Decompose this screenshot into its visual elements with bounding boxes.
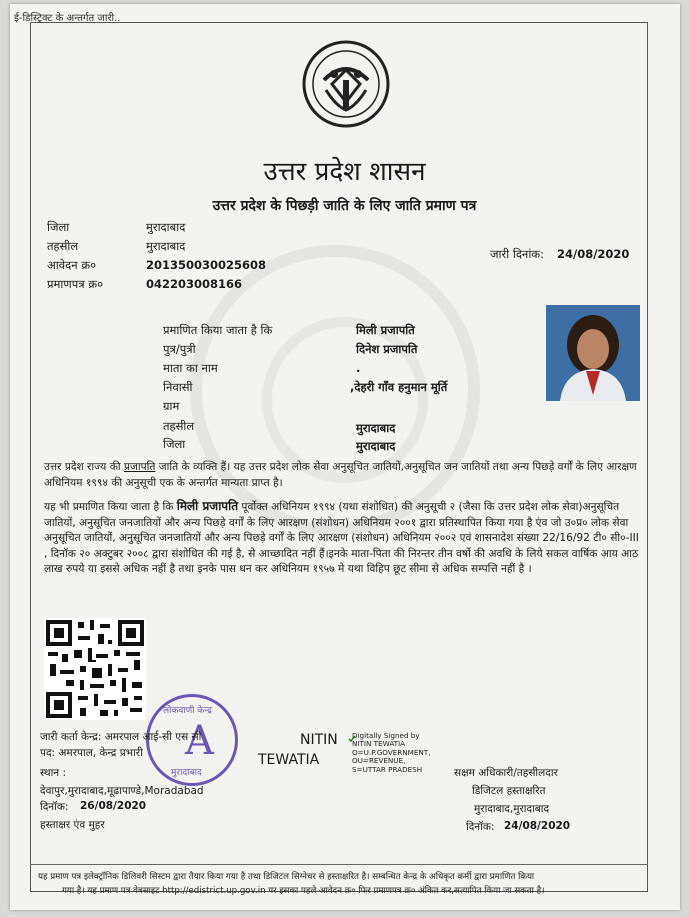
paragraph-1: उत्तर प्रदेश राज्य की प्रजापति जाति के व्यक्ति हैं। यह उत्तर प्रदेश लोक सेवा अनुसूचित जातियों,अनुसूचित जन जातियों तथा अन्य पिछड़े वर्गों के लिए आरक्षण अधिनियम १९९४ की अनुसूची एक के अन्तर्गत मान्यता प्राप्त है।: [44, 461, 637, 489]
issuer-place: देवापुर,मुरादाबाद,मूढापाण्डे,Moradabad: [40, 785, 204, 797]
qr-code-icon: [44, 618, 146, 720]
tehsil-value: मुरादाबाद: [146, 239, 186, 253]
certify-label: प्रमाणित किया जाता है कि: [163, 323, 273, 337]
header-note: ई-डिस्ट्रिक्ट के अन्तर्गत जारी..: [14, 13, 121, 24]
issuer-place-label: स्थान :: [40, 767, 67, 779]
footer-divider: [30, 864, 648, 865]
district-label: जिला: [47, 220, 70, 234]
certificate-number: 042203008166: [146, 277, 243, 291]
tehsil-label: तहसील: [47, 239, 79, 253]
issuer-post: पद: अमरपाल, केन्द्र प्रभारी: [40, 747, 143, 759]
issue-date: 24/08/2020: [557, 247, 630, 261]
certificate-subtitle: उत्तर प्रदेश के पिछड़ी जाति के लिए जाति प्रमाण पत्र: [212, 198, 477, 214]
officer-digitally-signed: डिजिटल हस्ताक्षरित: [472, 785, 546, 797]
footer-line-2: गया है। यह प्रमाण पत्र वेबसाइट http://edistrict.up.gov.in पर इसका पहले आवेदन क्र० फिर प्रमाणपत्र क्र० अंकित कर,सत्यापित किया जा सकता है।: [62, 886, 545, 896]
issue-date-label: जारी दिनांक:: [490, 247, 545, 261]
certificate-number-label: प्रमाणपत्र क्र०: [47, 277, 104, 291]
holder-name-inline: मिली प्रजापति: [176, 499, 239, 513]
resident-value: ,देहरी गाँव हनुमान मूर्ति: [350, 380, 448, 394]
issuer-sign-label: हस्ताक्षर एंव मुहर: [40, 819, 105, 831]
certificate-title: उत्तर प्रदेश शासन: [263, 157, 426, 187]
digital-signature-block: Digitally Signed by NITIN TEWATIA O=U.P.GOVERNMENT, OU=REVENUE, S=UTTAR PRADESH: [352, 731, 431, 774]
resident-label: निवासी: [163, 380, 193, 394]
officer-date-label: दिनॉक:: [466, 821, 495, 833]
mother-name: .: [356, 361, 361, 375]
district-value: मुरादाबाद: [146, 220, 186, 234]
officer-designation: सक्षम अधिकारी/तहसीलदार: [454, 767, 558, 779]
mother-label: माता का नाम: [163, 361, 218, 375]
application-number: 201350030025608: [146, 258, 267, 272]
holder-photo: [546, 305, 640, 401]
caste-name: प्रजापति: [123, 461, 156, 473]
father-name: दिनेश प्रजापति: [356, 342, 418, 356]
details-district-label: जिला: [163, 437, 186, 451]
village-label: ग्राम: [163, 399, 180, 413]
signature-check-icon: [348, 735, 356, 743]
signer-name-line1: NITIN: [300, 732, 338, 748]
application-label: आवेदन क्र०: [47, 258, 97, 272]
child-of-label: पुत्र/पुत्री: [163, 342, 196, 356]
details-tehsil-label: तहसील: [163, 419, 195, 433]
state-emblem-icon: [302, 40, 390, 128]
issuer-date-label: दिनॉक:: [40, 801, 69, 813]
details-district-value: मुरादाबाद: [356, 439, 396, 453]
issuer-date: 26/08/2020: [80, 800, 147, 812]
details-tehsil-value: मुरादाबाद: [356, 421, 396, 435]
paragraph-2: यह भी प्रमाणित किया जाता है कि मिली प्रजापति पूर्वोक्त अधिनियम १९९४ (यथा संशोधित) की अनुसूची २ (जैसा कि उत्तर प्रदेश लोक सेवा)अनुसूचित जातियों, अनुसूचित जनजातियों और अन्य पिछड़े वर्गों के लिए आरक्षण (संशोधन) अधिनियम २००१ द्वारा प्रतिस्थापित किया गया है एंव जो उ०प्र० लोक सेवा अनुसूचित जातियों, अनुसूचित जनजातियों और अन्य पिछड़े वर्गों के लिए आरक्षण (संशोधन) अधिनियम २००२ एवं शासनादेश संख्या 22/16/92 टी० सी०-III , दिनॉक २० अक्टुबर २००८ द्वारा संशोधित की गई है, से आच्छादित नहीं हैं।इनके माता-पिता की निरन्तर तीन वर्षो की अवधि के लिये सकल वार्षिक आय आठ लाख रुपये या इससे अधिक नहीं है तथा इनके पास धन कर अधिनियम १९५७ मे यथा विहिप छूट सीमा से अधिक सम्पत्ति नहीं है ।: [44, 499, 639, 576]
signer-name-line2: TEWATIA: [258, 752, 320, 768]
footer-line-1: यह प्रमाण पत्र इलेक्ट्रॉनिक डिलिवरी सिस्टम द्वारा तैयार किया गया है तथा डिजिटल सिग्नेचर से हस्ताक्षरित है। सम्बन्धित केन्द्र के अधिकृत कर्मी द्वारा प्रमाणित किया: [38, 872, 535, 882]
officer-date: 24/08/2020: [504, 820, 571, 832]
holder-name: मिली प्रजापति: [356, 323, 415, 337]
lokvani-stamp: लोकवाणी केन्द्र A मुरादाबाद: [146, 694, 238, 786]
issuer-center: जारी कर्ता केन्द्र: अमरपाल आई-सी एस सी: [40, 731, 202, 743]
officer-location: मुरादाबाद,मुरादाबाद: [474, 803, 550, 815]
